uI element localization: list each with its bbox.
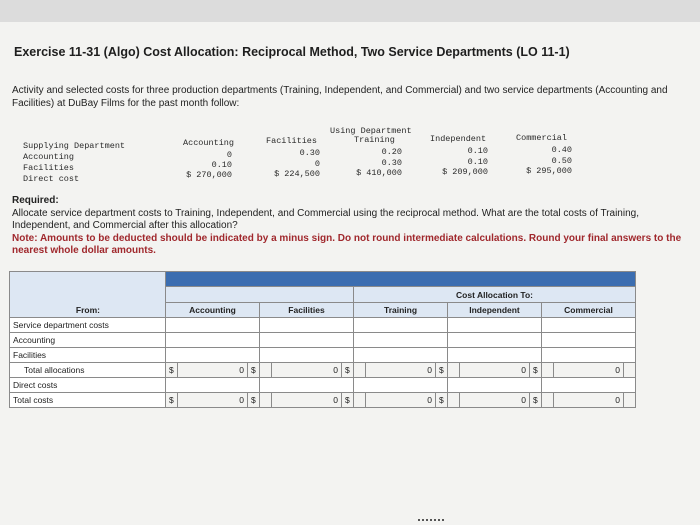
total-alloc-facilities: 0 [272,363,342,378]
col-training: Training [354,135,395,145]
required-heading: Required: [12,195,59,206]
input-dc-facilities[interactable] [260,378,354,393]
cell-acc-tra: 0.20 [381,147,402,157]
input-acc-facilities[interactable] [260,333,354,348]
cell-acc-fac: 0.30 [299,148,320,158]
required-note: Note: Amounts to be deducted should be indicated by a minus sign. Do not round intermediate calculations. Round your final answers to the nearest whole dollar amounts. [12,232,682,256]
row-label-accounting: Accounting [10,333,166,348]
currency-sign: $ [342,393,354,408]
corner-blank-2 [10,287,166,303]
total-alloc-training: 0 [366,363,436,378]
corner-blank [10,272,166,287]
cell-fac-acc: 0.10 [211,160,232,170]
col-accounting: Accounting [183,138,235,148]
row-label-accounting: Accounting [23,152,75,162]
total-cost-facilities: 0 [272,393,342,408]
input-sdc-commercial[interactable] [542,318,636,333]
total-cost-training: 0 [366,393,436,408]
supplying-header: Supplying Department [23,141,126,151]
input-acc-commercial[interactable] [542,333,636,348]
cell-acc-ind: 0.10 [467,146,488,156]
currency-sign: $ [248,363,260,378]
row-label-total-costs: Total costs [10,393,166,408]
th-facilities: Facilities [260,303,354,318]
total-alloc-commercial: 0 [554,363,624,378]
th-accounting: Accounting [166,303,260,318]
input-acc-training[interactable] [354,333,448,348]
col-facilities: Facilities [266,136,318,146]
currency-sign: $ [342,363,354,378]
from-label: From: [10,303,166,318]
row-label-facilities: Facilities [10,348,166,363]
total-cost-accounting: 0 [178,393,248,408]
input-fac-training[interactable] [354,348,448,363]
row-label-direct-costs: Direct costs [10,378,166,393]
cell-acc-com: 0.40 [551,145,572,155]
cell-dc-tra: $ 410,000 [356,168,402,178]
input-sdc-training[interactable] [354,318,448,333]
input-fac-commercial[interactable] [542,348,636,363]
header-spacer [166,287,354,303]
currency-sign: $ [436,393,448,408]
input-fac-accounting[interactable] [166,348,260,363]
cell-fac-tra: 0.30 [381,158,402,168]
currency-sign: $ [530,393,542,408]
input-dc-training[interactable] [354,378,448,393]
input-sdc-independent[interactable] [448,318,542,333]
input-dc-commercial[interactable] [542,378,636,393]
input-sdc-accounting[interactable] [166,318,260,333]
th-independent: Independent [448,303,542,318]
input-dc-independent[interactable] [448,378,542,393]
page-title: Exercise 11-31 (Algo) Cost Allocation: Reciprocal Method, Two Service Departments (LO 11-1) [14,45,570,59]
cell-dc-ind: $ 209,000 [442,167,488,177]
total-cost-independent: 0 [460,393,530,408]
cell-fac-com: 0.50 [551,156,572,166]
col-commercial: Commercial [516,133,568,143]
currency-sign: $ [530,363,542,378]
input-fac-facilities[interactable] [260,348,354,363]
input-sdc-facilities[interactable] [260,318,354,333]
th-training: Training [354,303,448,318]
total-cost-commercial: 0 [554,393,624,408]
input-fac-independent[interactable] [448,348,542,363]
currency-sign: $ [436,363,448,378]
input-dc-accounting[interactable] [166,378,260,393]
intro-text: Activity and selected costs for three production departments (Training, Independent, and Commercial) and two service departments (Accounting and Facilities) at DuBay Films for the past month follow: [12,85,668,109]
input-acc-accounting[interactable] [166,333,260,348]
total-alloc-independent: 0 [460,363,530,378]
cost-allocation-header: Cost Allocation To: [354,287,636,303]
row-label-facilities: Facilities [23,163,75,173]
using-header: Using Department [330,126,412,136]
allocation-table [9,271,636,408]
cell-fac-ind: 0.10 [467,157,488,167]
required-text: Allocate service department costs to Training, Independent, and Commercial using the reciprocal method. What are the total costs of Training, Independent, and Commercial after this allocation? [12,207,639,231]
total-alloc-accounting: 0 [178,363,248,378]
cell-dc-com: $ 295,000 [526,166,572,176]
row-label-direct-cost: Direct cost [23,174,80,184]
th-commercial: Commercial [542,303,636,318]
currency-sign: $ [248,393,260,408]
cell-dc-acc: $ 270,000 [186,170,232,180]
input-acc-independent[interactable] [448,333,542,348]
row-label-total-allocations: Total allocations [10,363,166,378]
page [0,22,700,525]
cell-dc-fac: $ 224,500 [274,169,320,179]
scroll-indicator [418,519,444,525]
cell-acc-acc: 0 [226,150,232,160]
header-bar [166,272,636,287]
cell-fac-fac: 0 [314,159,320,169]
required-section [12,195,692,258]
currency-sign: $ [166,363,178,378]
row-label-service-dept-costs: Service department costs [10,318,166,333]
col-independent: Independent [430,134,487,144]
currency-sign: $ [166,393,178,408]
